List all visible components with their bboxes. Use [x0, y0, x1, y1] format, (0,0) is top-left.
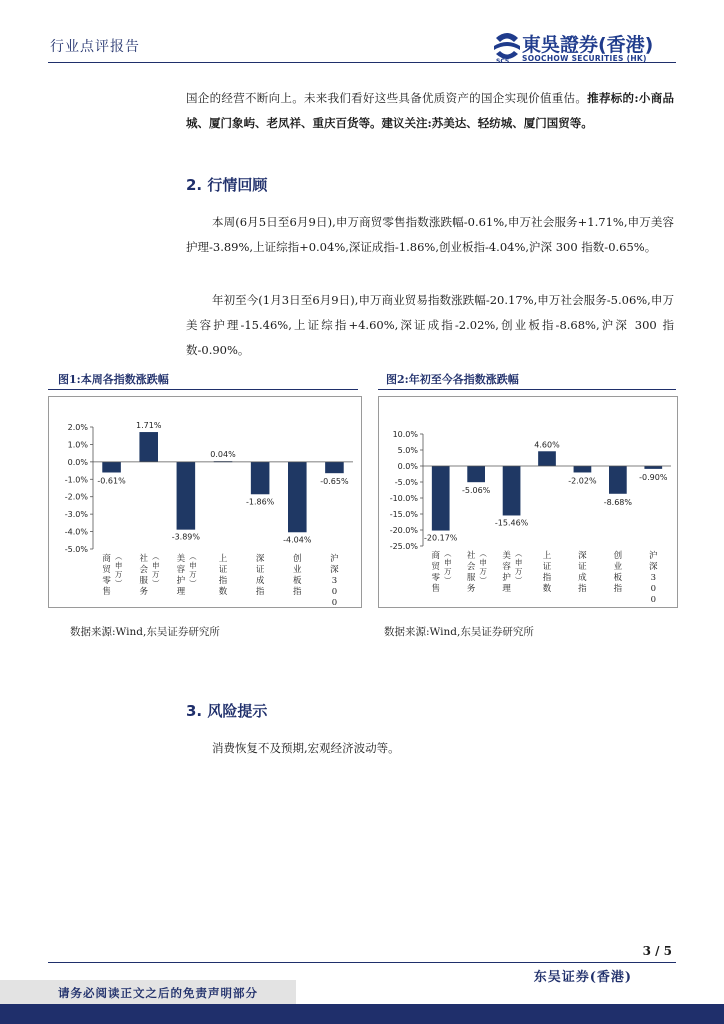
figure-1-caption-rule — [48, 389, 358, 390]
category-label: 美容护理︵申万︶ — [502, 549, 523, 594]
category-label: 社会服务︵申万︶ — [466, 549, 487, 594]
y-tick-label: 5.0% — [397, 446, 418, 455]
recommend-list: 小商品城、厦门象屿、老凤祥、重庆百货等。 — [186, 91, 675, 130]
brand-subtitle: SOOCHOW SECURITIES (HK) — [522, 54, 647, 63]
report-type-title: 行业点评报告 — [50, 39, 140, 55]
disclaimer-text[interactable]: 请务必阅读正文之后的免责声明部分 — [58, 986, 258, 1000]
figure-2-frame — [378, 396, 678, 608]
y-tick-label: -4.0% — [64, 527, 88, 537]
weekly-review-paragraph: 本周(6月5日至6月9日),申万商贸零售指数涨跌幅-0.61%,申万社会服务+1.71%,申万美容护理-3.89%,上证综指+0.04%,深证成指-1.86%,创业板指-4.04%,沪深 300 指数-0.65%。 — [186, 215, 674, 254]
bar — [102, 462, 121, 473]
bar — [177, 462, 196, 530]
risk-paragraph: 消费恢复不及预期,宏观经济波动等。 — [212, 741, 400, 755]
page-number: 3 / 5 — [642, 944, 672, 958]
section-3-title: 3. 风险提示 — [186, 702, 268, 720]
bar-value-label: -20.17% — [424, 533, 458, 543]
y-tick-label: -3.0% — [64, 510, 88, 520]
watch-list: 苏美达、轻纺城、厦门国贸等。 — [431, 116, 593, 130]
bar — [609, 466, 627, 494]
y-tick-label: -5.0% — [64, 545, 88, 554]
header-divider — [48, 62, 676, 63]
intro-text: 国企的经营不断向上。未来我们看好这些具备优质资产的国企实现价值重估。 — [186, 91, 588, 105]
figure-1-frame — [48, 396, 362, 608]
y-tick-label: -1.0% — [64, 475, 88, 485]
category-label: 深证成指 — [255, 554, 265, 597]
bar-value-label: -1.86% — [245, 497, 275, 507]
figure-2-caption: 图2:年初至今各指数涨跌幅 — [386, 373, 519, 386]
figure-2-caption-rule — [378, 389, 676, 390]
bar — [644, 466, 662, 469]
bar — [325, 462, 344, 473]
intro-paragraph — [186, 86, 674, 136]
figure-1-caption: 图1:本周各指数涨跌幅 — [58, 373, 169, 386]
category-label: 上证指数 — [218, 554, 228, 597]
y-tick-label: -25.0% — [389, 542, 418, 551]
footer-brand: 东吴证券(香港) — [533, 970, 632, 985]
category-label: 沪深 3 0 0 — [649, 551, 658, 605]
bar-value-label: -0.61% — [97, 476, 126, 486]
bar — [503, 466, 521, 515]
bar-value-label: -0.65% — [320, 477, 349, 487]
y-tick-label: -10.0% — [389, 494, 418, 503]
bar — [432, 466, 450, 531]
ytd-review-paragraph: 年初至今(1月3日至6月9日),申万商业贸易指数涨跌幅-20.17%,申万社会服务-5.06%,申万美容护理-15.46%,上证综指+4.60%,深证成指-2.02%,创业板指-8.68%,沪深 300 指数-0.90%。 — [186, 293, 674, 357]
bar-value-label: -3.89% — [171, 532, 201, 542]
y-tick-label: -2.0% — [64, 492, 88, 502]
bar — [251, 462, 270, 494]
footer-divider — [48, 962, 676, 963]
figure-2-source: 数据来源:Wind,东吴证券研究所 — [384, 626, 534, 638]
y-tick-label: -20.0% — [389, 526, 418, 535]
y-tick-label: -15.0% — [389, 510, 418, 519]
bar-value-label: -4.04% — [283, 535, 312, 545]
y-tick-label: -5.0% — [394, 478, 418, 487]
y-tick-label: 0.0% — [397, 462, 418, 471]
brand-name: 東吳證券(香港) — [522, 34, 654, 56]
bar — [538, 451, 556, 466]
bottom-color-bar — [0, 1004, 724, 1024]
bar-value-label: 0.04% — [210, 450, 236, 460]
y-tick-label: 2.0% — [67, 423, 88, 432]
bar — [467, 466, 485, 482]
figure-2-chart — [379, 397, 677, 607]
category-label: 美容护理︵申万︶ — [176, 552, 197, 597]
bar — [574, 466, 592, 472]
y-tick-label: 10.0% — [392, 430, 418, 439]
bar-value-label: 1.71% — [136, 421, 162, 431]
watch-label: 建议关注: — [381, 116, 432, 130]
figure-1-source: 数据来源:Wind,东吴证券研究所 — [70, 626, 220, 638]
bar-value-label: -2.02% — [568, 476, 597, 486]
category-label: 沪深 3 0 0 — [330, 554, 339, 607]
category-label: 深证成指 — [578, 551, 587, 594]
figure-1-chart — [49, 397, 361, 607]
y-tick-label: 1.0% — [67, 440, 88, 450]
category-label: 创业板指 — [293, 554, 302, 597]
section-2-title: 2. 行情回顾 — [186, 176, 268, 194]
category-label: 上证指数 — [542, 551, 552, 594]
category-label: 社会服务︵申万︶ — [139, 552, 160, 597]
bar-value-label: 4.60% — [534, 440, 560, 450]
y-tick-label: 0.0% — [67, 457, 88, 467]
svg-text:SCS: SCS — [496, 58, 510, 64]
category-label: 商贸零售︵申万︶ — [102, 552, 123, 597]
bar-value-label: -0.90% — [639, 472, 668, 482]
soochow-logo-icon — [492, 30, 522, 64]
bar — [288, 462, 307, 532]
bar — [139, 432, 158, 462]
bar-value-label: -15.46% — [494, 518, 529, 528]
category-label: 创业板指 — [613, 551, 623, 594]
category-label: 商贸零售︵申万︶ — [431, 549, 452, 594]
recommend-label: 推荐标的: — [587, 91, 639, 105]
bar-value-label: -8.68% — [603, 497, 633, 507]
bar-value-label: -5.06% — [461, 486, 491, 496]
